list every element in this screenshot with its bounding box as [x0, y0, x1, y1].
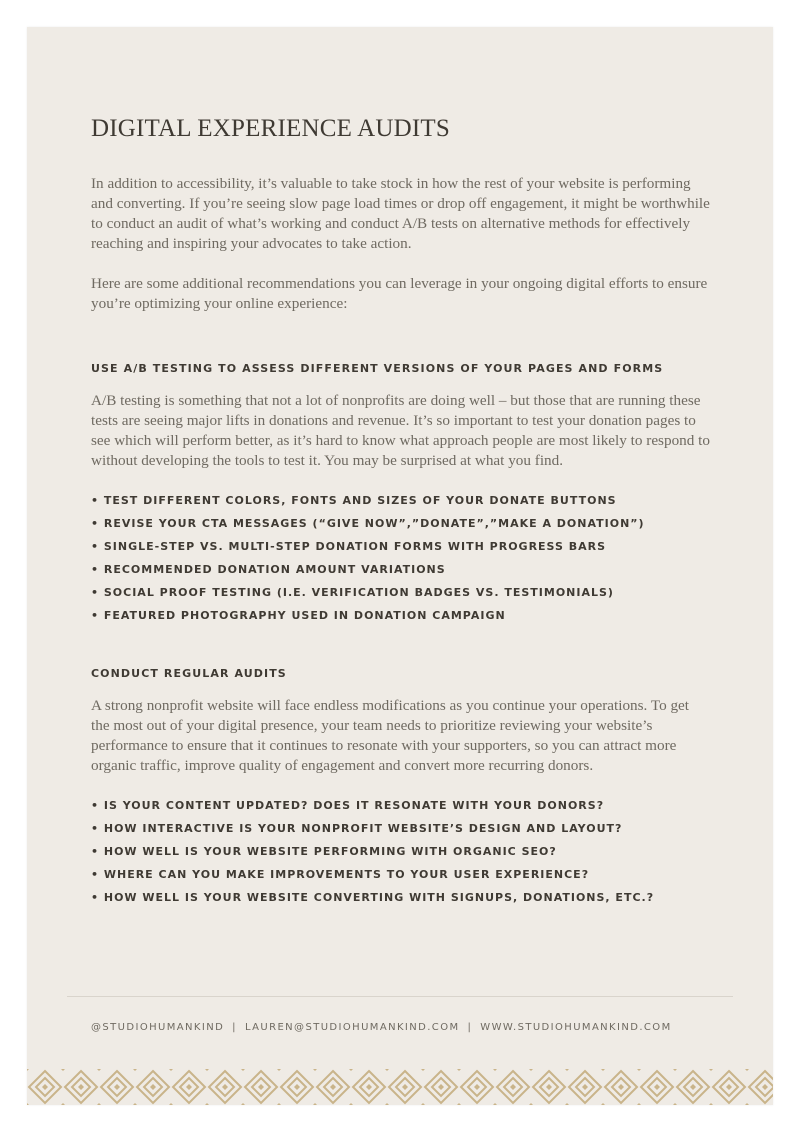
list-item: • TEST DIFFERENT COLORS, FONTS AND SIZES OF YOUR DONATE BUTTONS: [91, 494, 617, 507]
footer-website-link[interactable]: WWW.STUDIOHUMANKIND.COM: [480, 1022, 672, 1033]
footer-divider: [67, 996, 733, 997]
section-body-ab-testing: A/B testing is something that not a lot of nonprofits are doing well – but those that are running these tests are seeing major lifts in donations and revenue. It’s so important to test your donation pages to see which will perform better, as it’s hard to know what approach people are most likely to respond to without developing the tools to test it. You may be surprised at what you find.: [91, 392, 710, 469]
list-item: • IS YOUR CONTENT UPDATED? DOES IT RESONATE WITH YOUR DONORS?: [91, 799, 605, 812]
section-body-regular-audits: A strong nonprofit website will face endless modifications as you continue your operations. To get the most out of your digital presence, your team needs to prioritize reviewing your website’s performance to ensure that it continues to resonate with your supporters, so you can attract more organic traffic, improve quality of engagement and convert more recurring donors.: [91, 697, 690, 774]
list-item: • SOCIAL PROOF TESTING (I.E. VERIFICATION BADGES VS. TESTIMONIALS): [91, 586, 614, 599]
recommendations-intro: Here are some additional recommendations you can leverage in your ongoing digital efforts to ensure you’re optimizing your online experience:: [91, 275, 708, 312]
footer-separator: |: [467, 1022, 473, 1033]
list-item: • RECOMMENDED DONATION AMOUNT VARIATIONS: [91, 563, 446, 576]
list-item: • FEATURED PHOTOGRAPHY USED IN DONATION CAMPAIGN: [91, 609, 506, 622]
footer: [91, 1022, 731, 1033]
list-item: • SINGLE-STEP VS. MULTI-STEP DONATION FORMS WITH PROGRESS BARS: [91, 540, 607, 553]
section-heading-regular-audits: CONDUCT REGULAR AUDITS: [91, 667, 287, 680]
list-item: • HOW INTERACTIVE IS YOUR NONPROFIT WEBSITE’S DESIGN AND LAYOUT?: [91, 822, 623, 835]
ab-testing-bullet-list: [91, 489, 711, 627]
document-page: [27, 27, 773, 1105]
decorative-diamond-pattern: [27, 1069, 773, 1105]
list-item: • HOW WELL IS YOUR WEBSITE CONVERTING WITH SIGNUPS, DONATIONS, ETC.?: [91, 891, 655, 904]
list-item: • REVISE YOUR CTA MESSAGES (“GIVE NOW”,”DONATE”,”MAKE A DONATION”): [91, 517, 645, 530]
section-heading-ab-testing: USE A/B TESTING TO ASSESS DIFFERENT VERSIONS OF YOUR PAGES AND FORMS: [91, 362, 664, 375]
page-content: [91, 115, 711, 909]
intro-paragraph: In addition to accessibility, it’s valuable to take stock in how the rest of your website is performing and converting. If you’re seeing slow page load times or drop off engagement, it might be worthwhile to conduct an audit of what’s working and conduct A/B tests on alternative methods for effectively reaching and inspiring your advocates to take action.: [91, 175, 710, 252]
footer-email-link[interactable]: LAUREN@STUDIOHUMANKIND.COM: [244, 1022, 460, 1033]
footer-separator: |: [232, 1022, 237, 1033]
footer-social-handle[interactable]: @STUDIOHUMANKIND: [91, 1022, 225, 1033]
list-item: • WHERE CAN YOU MAKE IMPROVEMENTS TO YOUR USER EXPERIENCE?: [91, 868, 590, 881]
page-title: DIGITAL EXPERIENCE AUDITS: [91, 115, 450, 142]
audits-bullet-list: [91, 794, 711, 909]
list-item: • HOW WELL IS YOUR WEBSITE PERFORMING WITH ORGANIC SEO?: [91, 845, 557, 858]
